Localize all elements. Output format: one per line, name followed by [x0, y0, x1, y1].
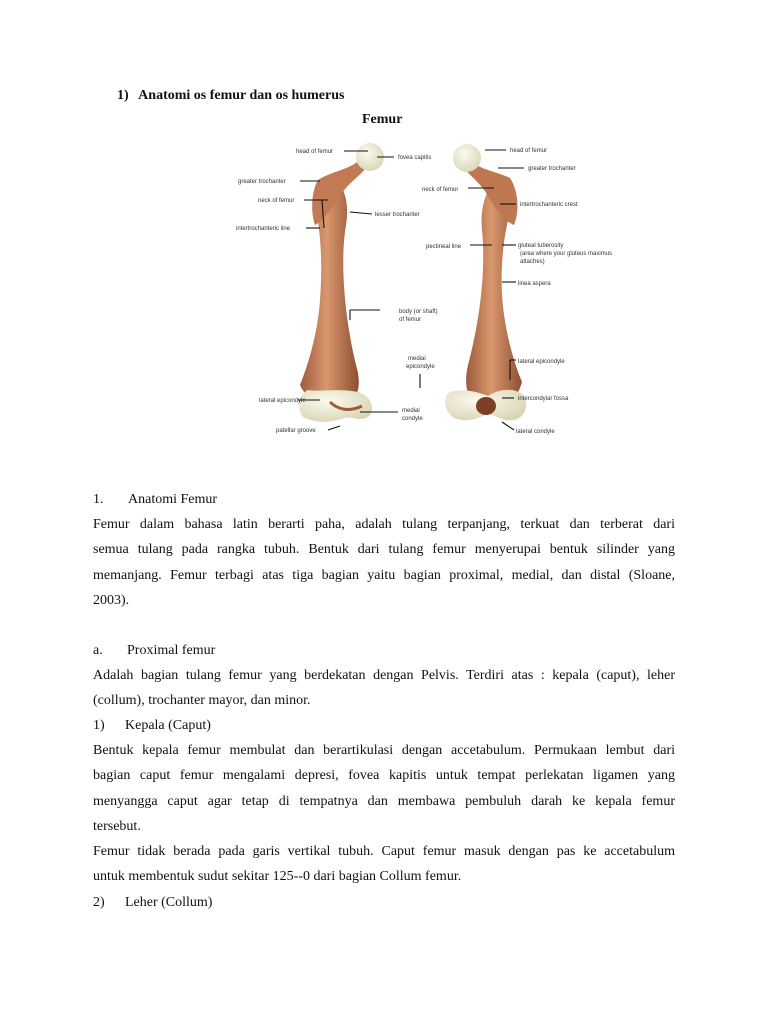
label-head-left: head of femur: [296, 149, 334, 155]
label-intertroch-line: intertrochanteric line: [236, 226, 291, 232]
femur-illustration: [180, 130, 660, 450]
label-greater-right: greater trochanter: [528, 166, 576, 172]
heading-text: Anatomi os femur dan os humerus: [138, 88, 345, 103]
item-2-heading: [93, 890, 675, 915]
paragraph-line: Femur dalam bahasa latin berarti paha, adalah tulang terpanjang, terkuat dan terberat dari: [93, 517, 675, 532]
section-a-heading: [93, 638, 675, 663]
section-a-number: a.: [93, 643, 103, 658]
label-neck-left: neck of femur: [258, 198, 295, 204]
paragraph-line: (collum), trochanter mayor, dan minor.: [93, 693, 311, 709]
section-a-paragraph: [93, 663, 675, 714]
label-intertroch-crest: intertrochanteric crest: [520, 202, 578, 208]
paragraph-line: menyangga caput agar tetap di tempatnya dan membawa pembuluh darah ke kepala femur: [93, 793, 675, 809]
label-medial-epi-2: epicondyle: [406, 364, 435, 370]
item-1-heading: [93, 713, 675, 738]
label-head-right: head of femur: [510, 148, 548, 154]
paragraph-line: semua tulang pada rangka tubuh. Bentuk dari tulang femur menyerupai bentuk silinder yang: [93, 542, 675, 558]
label-gluteal-1: gluteal tuberosity: [518, 243, 564, 249]
label-greater-left: greater trochanter: [238, 179, 286, 185]
heading-number: 1): [117, 88, 129, 103]
label-lateral-epi-left: lateral epicondyle: [259, 398, 306, 404]
label-fovea: fovea capitis: [398, 155, 432, 161]
label-intercondylar: intercondylar fossa: [518, 396, 569, 402]
item-2-number: 2): [93, 895, 105, 910]
label-gluteal-2: (area where your gluteus maximus: [520, 251, 613, 257]
paragraph-line: tersebut.: [93, 818, 141, 834]
label-linea-aspera: linea aspera: [518, 281, 551, 287]
paragraph-line: untuk membentuk sudut sekitar 125--0 dari bagian Collum femur.: [93, 869, 462, 885]
section-1-paragraph: [93, 512, 675, 613]
label-patellar: patellar groove: [276, 428, 316, 434]
item-1-number: 1): [93, 718, 105, 733]
label-neck-right: neck of femur: [422, 187, 459, 193]
item-1-title: Kepala (Caput): [125, 718, 211, 733]
paragraph-line: Femur tidak berada pada garis vertikal tubuh. Caput femur masuk dengan pas ke accetabulum: [93, 844, 675, 860]
label-pectineal: pectineal line: [426, 244, 462, 250]
label-lateral-cond: lateral condyle: [516, 429, 555, 435]
section-a-title: Proximal femur: [127, 643, 216, 658]
section-1-heading: [93, 487, 675, 512]
label-medial-epi-1: medial: [408, 356, 426, 362]
label-lesser: lesser trochanter: [375, 212, 420, 218]
paragraph-line: memanjang. Femur terbagi atas tiga bagian yaitu bagian proximal, medial, dan distal (Sloane,: [93, 567, 675, 583]
label-lateral-epi-right: lateral epicondyle: [518, 359, 565, 365]
section-1-number: 1.: [93, 492, 104, 507]
section-heading: [117, 88, 344, 104]
label-gluteal-3: attaches): [520, 259, 545, 265]
paragraph-line: Adalah bagian tulang femur yang berdekatan dengan Pelvis. Terdiri atas : kepala (caput), leher: [93, 668, 675, 683]
figure-title: Femur: [362, 112, 403, 127]
paragraph-line: 2003).: [93, 592, 130, 608]
section-1-title: Anatomi Femur: [128, 492, 218, 507]
paragraph-line: bagian caput femur mengalami depresi, fovea kapitis untuk tempat perlekatan ligamen yang: [93, 768, 675, 784]
label-medial-cond-1: medial: [402, 408, 420, 414]
item-1-paragraph: [93, 738, 675, 890]
label-medial-cond-2: condyle: [402, 416, 423, 422]
anterior-femur: [299, 143, 384, 422]
item-2-title: Leher (Collum): [125, 895, 213, 910]
label-body-2: of femur: [399, 317, 422, 323]
label-body-1: body (or shaft): [399, 309, 438, 315]
paragraph-line: Bentuk kepala femur membulat dan berartikulasi dengan accetabulum. Permukaan lembut dari: [93, 743, 675, 758]
